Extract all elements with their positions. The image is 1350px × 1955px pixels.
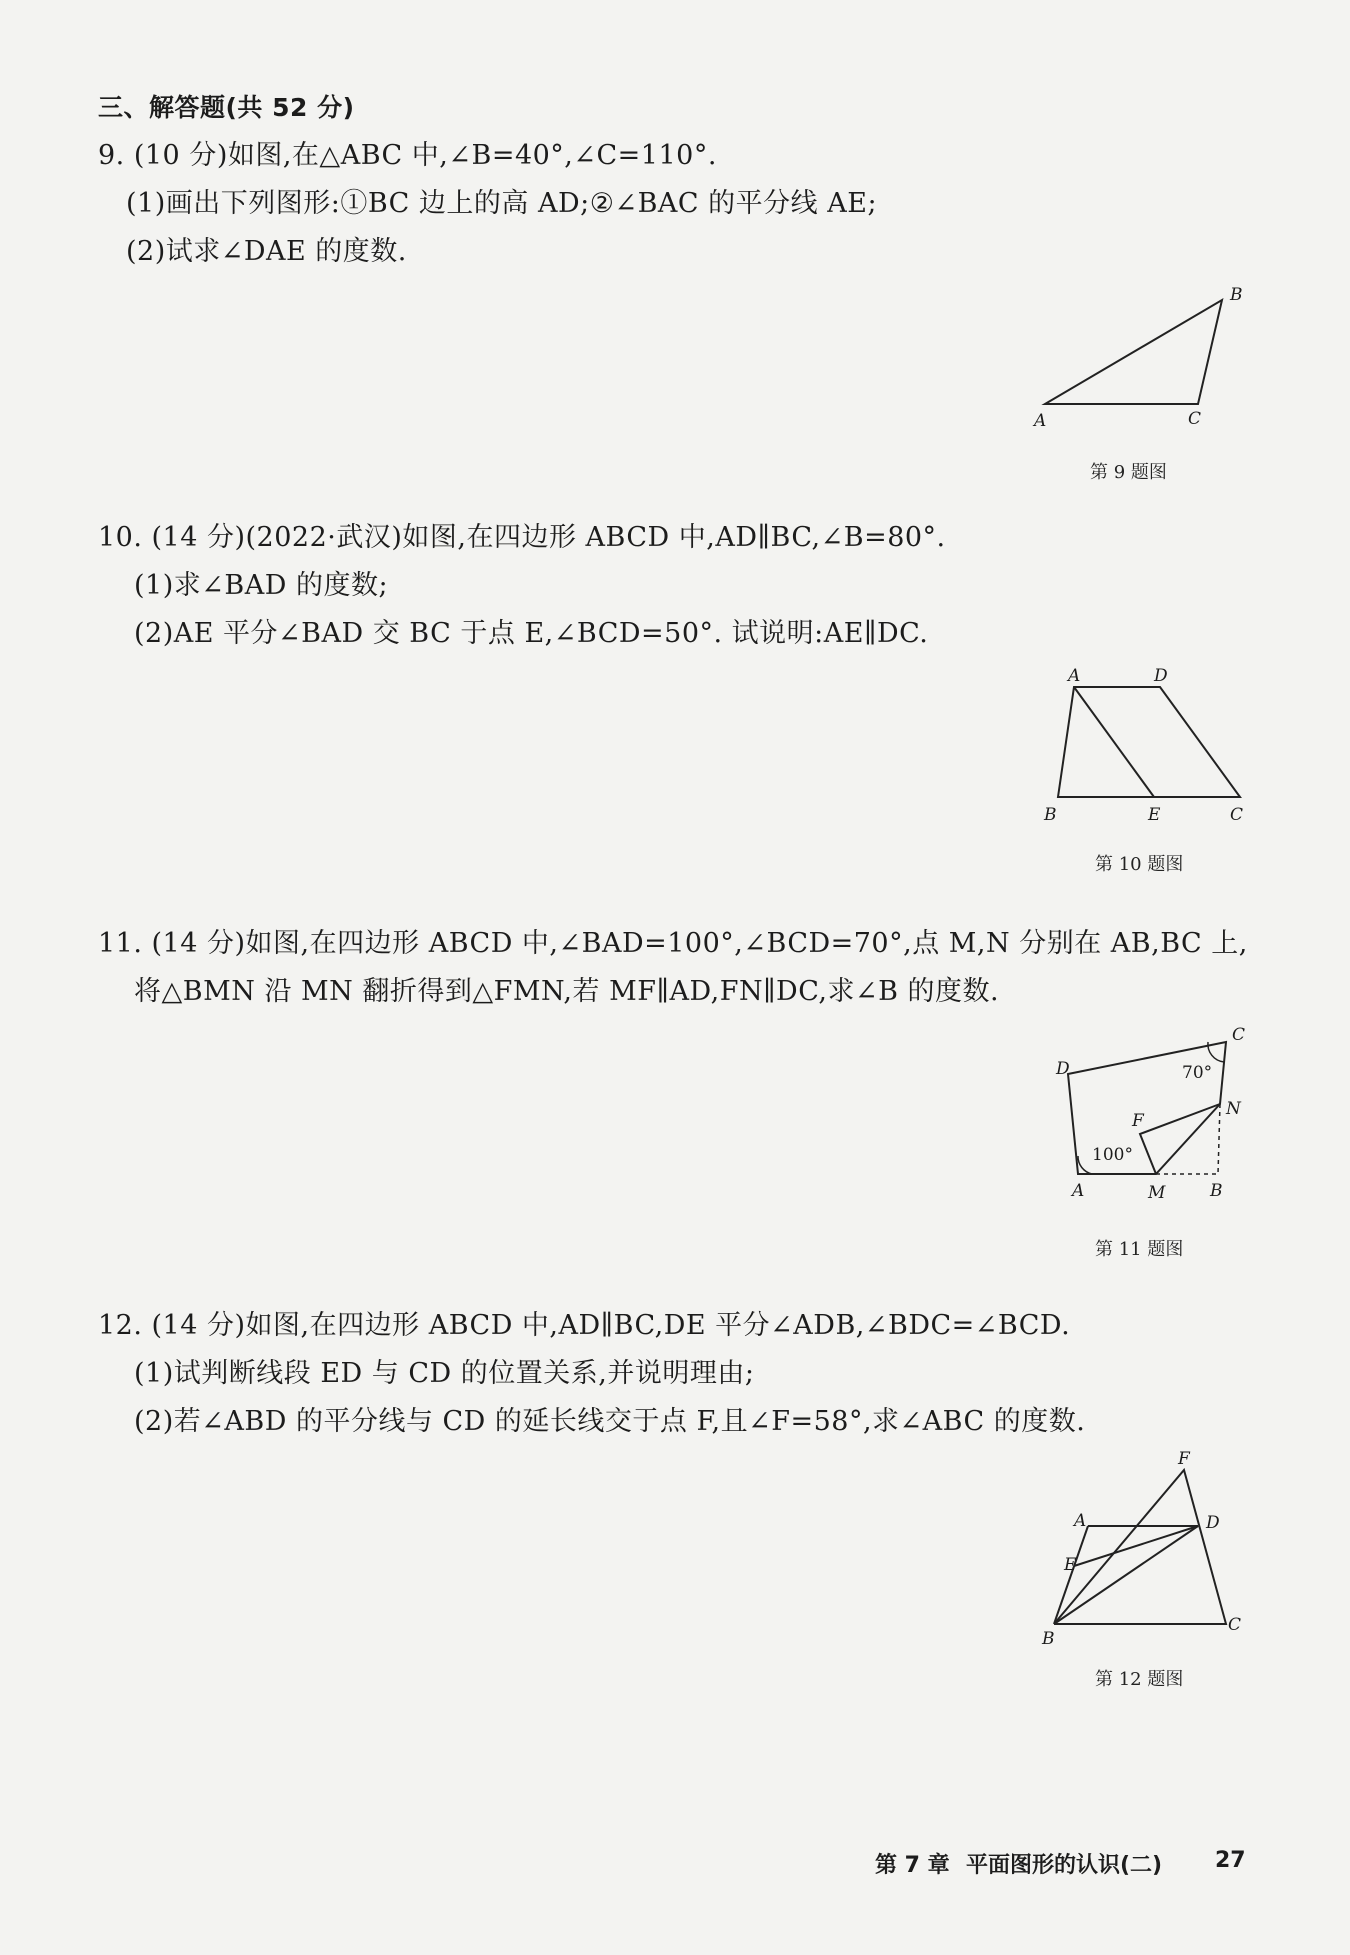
quadrilateral-bisector-diagram <box>1030 1450 1250 1650</box>
label-c: C <box>1188 409 1202 429</box>
figure-10 <box>1040 665 1250 825</box>
problem-12-part-1: (1)试判断线段 ED 与 CD 的位置关系,并说明理由; <box>134 1358 755 1389</box>
label-b: B <box>1042 1629 1055 1649</box>
label-b: B <box>1044 805 1057 825</box>
label-a: A <box>1074 1511 1087 1531</box>
label-b: B <box>1230 285 1243 305</box>
label-c: C <box>1230 805 1244 825</box>
label-c: C <box>1232 1025 1246 1045</box>
label-b: B <box>1210 1181 1223 1201</box>
problem-9-stem: 9. (10 分)如图,在△ABC 中,∠B=40°,∠C=110°. <box>98 140 717 171</box>
problem-11-stem: 11. (14 分)如图,在四边形 ABCD 中,∠BAD=100°,∠BCD=70°,点 M,N 分别在 AB,BC 上, <box>98 928 1248 959</box>
label-a: A <box>1072 1181 1085 1201</box>
chapter-label: 第 7 章 <box>875 1853 950 1878</box>
label-d: D <box>1056 1059 1070 1079</box>
problem-10-part-1: (1)求∠BAD 的度数; <box>134 570 389 601</box>
label-e: E <box>1148 805 1161 825</box>
label-a: A <box>1068 666 1081 686</box>
angle-100-label: 100° <box>1092 1145 1133 1165</box>
label-n: N <box>1226 1099 1241 1119</box>
problem-10-part-2: (2)AE 平分∠BAD 交 BC 于点 E,∠BCD=50°. 试说明:AE∥DC. <box>134 618 929 649</box>
label-f: F <box>1132 1111 1144 1131</box>
figure-11 <box>1040 1022 1260 1212</box>
problem-11-stem-cont: 将△BMN 沿 MN 翻折得到△FMN,若 MF∥AD,FN∥DC,求∠B 的度数. <box>134 976 1000 1007</box>
label-d: D <box>1206 1513 1220 1533</box>
fold-quadrilateral-diagram <box>1040 1022 1260 1212</box>
figure-9 <box>1030 280 1250 430</box>
label-m: M <box>1148 1183 1166 1203</box>
section-title: 三、解答题(共 52 分) <box>98 93 355 122</box>
page-number: 27 <box>1215 1848 1246 1873</box>
figure-11-caption: 第 11 题图 <box>1095 1239 1184 1260</box>
figure-12-caption: 第 12 题图 <box>1095 1669 1184 1690</box>
problem-9-part-2: (2)试求∠DAE 的度数. <box>126 236 407 267</box>
problem-9-part-1: (1)画出下列图形:①BC 边上的高 AD;②∠BAC 的平分线 AE; <box>126 188 878 219</box>
label-f: F <box>1178 1449 1190 1469</box>
figure-10-caption: 第 10 题图 <box>1095 854 1184 875</box>
quadrilateral-abcd-diagram <box>1040 665 1250 825</box>
label-c: C <box>1228 1615 1242 1635</box>
chapter-title: 平面图形的认识(二) <box>966 1853 1163 1878</box>
label-a: A <box>1034 411 1047 431</box>
problem-12-stem: 12. (14 分)如图,在四边形 ABCD 中,AD∥BC,DE 平分∠ADB,∠BDC=∠BCD. <box>98 1310 1071 1341</box>
triangle-abc-diagram <box>1030 280 1250 430</box>
label-d: D <box>1154 666 1168 686</box>
angle-70-label: 70° <box>1182 1063 1213 1083</box>
figure-12 <box>1030 1450 1250 1650</box>
label-e: E <box>1064 1555 1077 1575</box>
problem-12-part-2: (2)若∠ABD 的平分线与 CD 的延长线交于点 F,且∠F=58°,求∠ABC 的度数. <box>134 1406 1086 1437</box>
figure-9-caption: 第 9 题图 <box>1090 462 1167 483</box>
problem-10-stem: 10. (14 分)(2022·武汉)如图,在四边形 ABCD 中,AD∥BC,∠B=80°. <box>98 522 946 553</box>
